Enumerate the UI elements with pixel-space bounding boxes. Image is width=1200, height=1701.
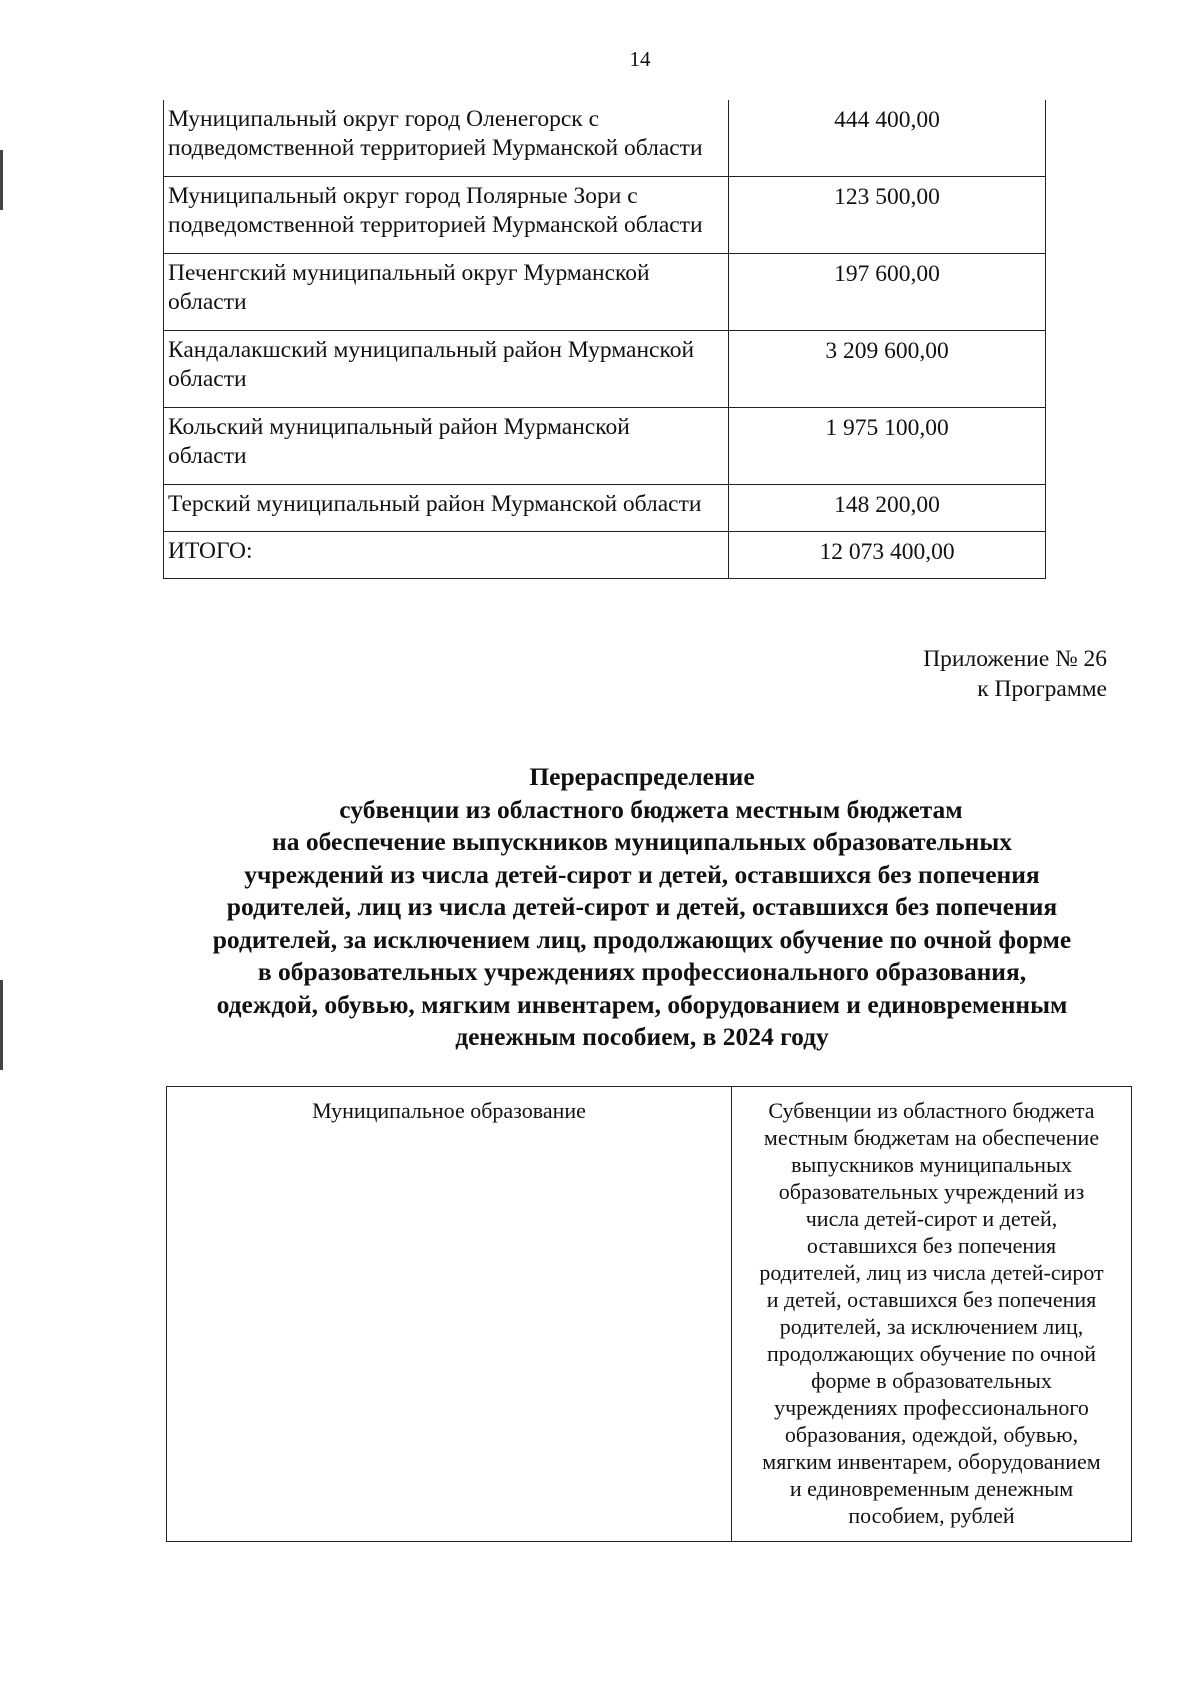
document-title [150,761,1134,1054]
amount-cell: 148 200,00 [729,485,1046,532]
title-line: на обеспечение выпускников муниципальных образовательных [272,827,1012,856]
title-line: одеждой, обувью, мягким инвентарем, оборудованием и единовременным [216,989,1068,1019]
table-row [164,408,1046,485]
appendix-number: Приложение № 26 [923,646,1107,672]
municipality-cell: Кольский муниципальный район Мурманской области [164,408,729,485]
scan-edge-mark [0,980,3,1070]
header-municipality: Муниципальное образование [167,1087,732,1542]
municipality-cell: Терский муниципальный район Мурманской области [164,485,729,532]
table-row [164,331,1046,408]
total-label: ИТОГО: [164,532,729,579]
scan-edge-mark [0,150,3,210]
title-line: родителей, за исключением лиц, продолжающих обучение по очной форме [212,924,1072,954]
title-line: денежным пособием, в 2024 году [455,1022,829,1051]
title-line: субвенции из областного бюджета местным бюджетам [339,794,963,824]
title-line: родителей, лиц из числа детей-сирот и детей, оставшихся без попечения [226,892,1058,921]
total-amount: 12 073 400,00 [729,532,1046,579]
table-header-row [167,1087,1132,1542]
title-line: учреждений из числа детей-сирот и детей, оставшихся без попечения [244,859,1040,889]
title-line: Перераспределение [529,762,755,791]
table-row [164,177,1046,254]
municipality-cell: Муниципальный округ город Оленегорск с подведомственной территорией Мурманской области [164,100,729,177]
municipality-cell: Печенгский муниципальный округ Мурманской области [164,254,729,331]
municipality-cell: Кандалакшский муниципальный район Мурманской области [164,331,729,408]
total-row [164,532,1046,579]
redistribution-table [166,1086,1132,1542]
appendix-note [923,644,1107,704]
amount-cell: 444 400,00 [729,100,1046,177]
appendix-reference: к Программе [977,676,1107,702]
amount-cell: 197 600,00 [729,254,1046,331]
amount-cell: 1 975 100,00 [729,408,1046,485]
title-line: в образовательных учреждениях профессионального образования, [257,957,1027,986]
amount-cell: 3 209 600,00 [729,331,1046,408]
table-row [164,254,1046,331]
municipality-cell: Муниципальный округ город Полярные Зори с подведомственной территорией Мурманской области [164,177,729,254]
table-row [164,485,1046,532]
page-number: 14 [629,47,651,71]
allocation-table-continued [163,100,1046,579]
amount-cell: 123 500,00 [729,177,1046,254]
table-row [164,100,1046,177]
header-subvention-amount: Субвенции из областного бюджета местным бюджетам на обеспечение выпускников муниципальных образовательных учреждений из числа детей-сирот и детей, оставшихся без попечения родителей, лиц из числа детей-сирот и детей, оставшихся без попечения родителей, за исключением лиц, продолжающих обучение по очной форме в образовательных учреждениях профессионального образования, одеждой, обувью, мягким инвентарем, оборудованием и единовременным денежным пособием, рублей [732,1087,1132,1542]
